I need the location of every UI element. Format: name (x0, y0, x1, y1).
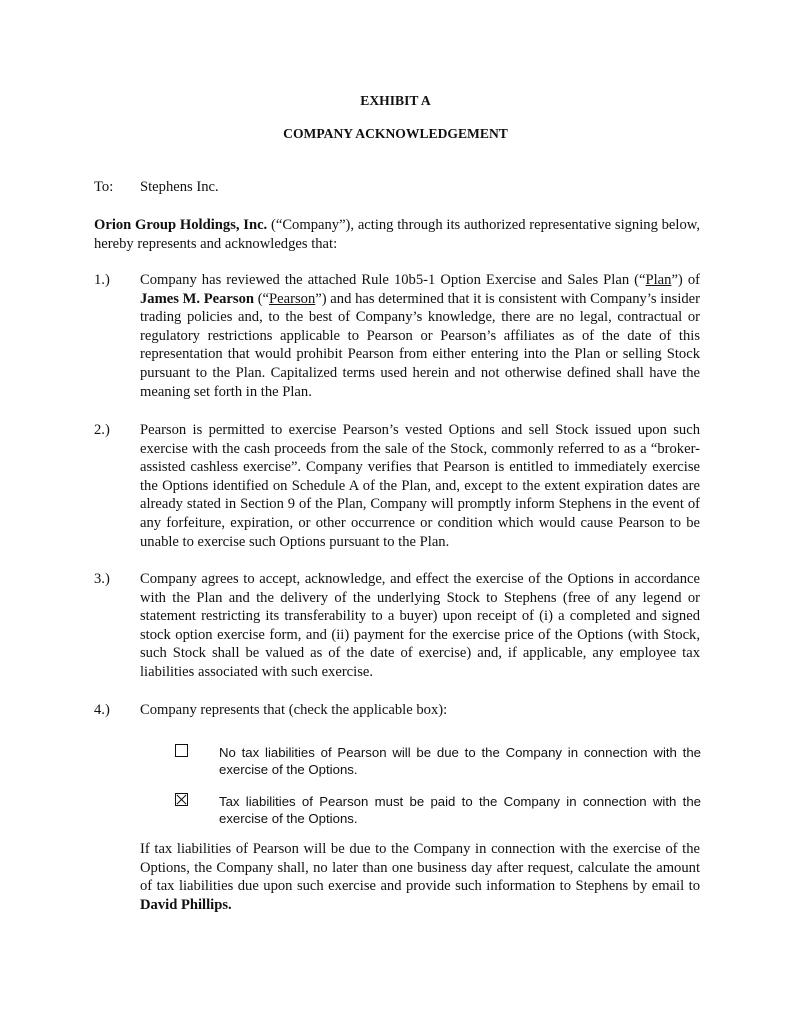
item-3-number: 3.) (94, 571, 110, 587)
exhibit-title: EXHIBIT A (360, 93, 431, 108)
item-1-text: Company has reviewed the attached Rule 10b5-1 Option Exercise and Sales Plan (“Plan”) of James M. Pearson (“Pearson”) and has determined that it is consistent with Company’s insider trading policies and, to the best of Company’s knowledge, there are no legal, contractual or regulatory restrictions applicable to Pearson or Pearson’s affiliates as of the date of this representation that would prohibit Pearson from either entering into the Plan or selling Stock pursuant to the Plan. Capitalized terms used herein and not otherwise defined shall have the meaning set forth in the Plan. (140, 272, 701, 400)
document-title: COMPANY ACKNOWLEDGEMENT (283, 126, 508, 141)
item-2-number: 2.) (94, 422, 110, 438)
intro-text: (“Company”), acting through its authorized representative signing below, hereby represents and acknowledges that: (94, 217, 700, 252)
item-2-text: Pearson is permitted to exercise Pearson’s vested Options and sell Stock issued upon such exercise with the cash proceeds from the sale of the Stock, commonly referred to as a “broker-assisted cashless exercise”. Company verifies that Pearson is entitled to immediately exercise the Options identified on Schedule A of the Plan, and, except to the extent expiration dates are already stated in Section 9 of the Plan, Company will promptly inform Stephens in the event of any forfeiture, expiration, or other occurrence or condition which would cause Pearson to be unable to exercise such Options pursuant to the Plan. (140, 422, 700, 550)
option-1-text: No tax liabilities of Pearson will be due to the Company in connection with the exercise of the Options. (219, 745, 701, 777)
person-name: James M. Pearson (140, 290, 254, 307)
item-3-text: Company agrees to accept, acknowledge, and effect the exercise of the Options in accordance with the Plan and the delivery of the underlying Stock to Stephens (free of any legend or statement restricting its transferability to a buyer) upon receipt of (i) a completed and signed stock option exercise form, and (ii) payment for the exercise price of the Options (with Stock, such Stock shall be valued as of the date of exercise) and, if applicable, any employee tax liabilities associated with such exercise. (140, 571, 700, 680)
plan-term: Plan (645, 272, 672, 288)
item-1-number: 1.) (94, 272, 110, 288)
tax-liabilities-checkbox[interactable] (175, 793, 188, 806)
to-label: To: (94, 179, 114, 195)
checked-x-icon (176, 794, 187, 805)
company-name: Orion Group Holdings, Inc. (94, 217, 268, 233)
option-2-text: Tax liabilities of Pearson must be paid to the Company in connection with the exercise of the Options. (219, 794, 701, 826)
closing-paragraph (140, 840, 700, 914)
contact-name: David Phillips. (140, 896, 232, 913)
item-4-text: Company represents that (check the applicable box): (140, 702, 448, 718)
item-4-number: 4.) (94, 702, 110, 718)
no-tax-liabilities-checkbox[interactable] (175, 744, 188, 757)
pearson-term: Pearson (269, 290, 316, 307)
to-recipient: Stephens Inc. (140, 179, 219, 195)
intro-paragraph (94, 216, 700, 253)
closing-text: If tax liabilities of Pearson will be due to the Company in connection with the exercise of the Options, the Company shall, no later than one business day after request, calculate the amount of tax liabilities due upon such exercise and provide such information to Stephens by email to (140, 841, 700, 895)
